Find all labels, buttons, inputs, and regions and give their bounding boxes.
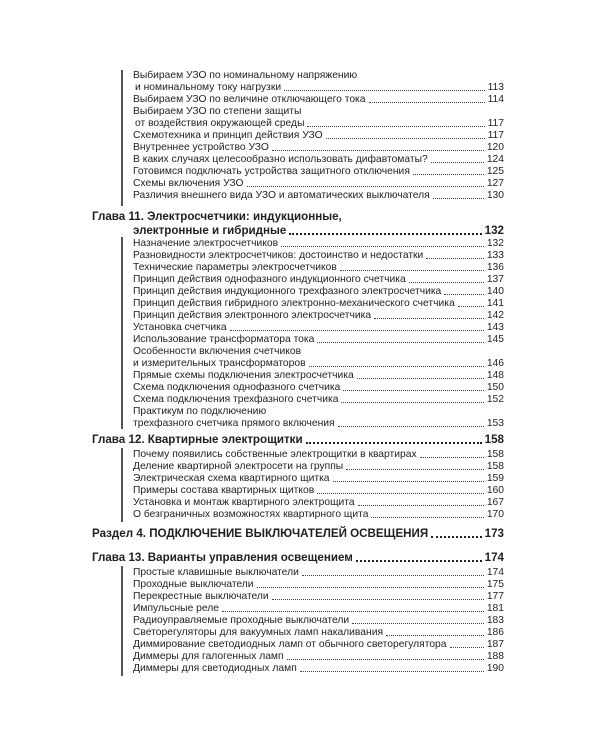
section-bar [121,70,123,206]
toc-page-number: 158 [486,461,504,472]
dot-leader [444,294,484,295]
toc-entry [133,579,504,591]
toc-entry [133,461,504,473]
dot-leader [326,138,485,139]
chapter-page-number: 158 [484,433,504,446]
toc-entry [133,142,504,154]
dot-leader [247,186,484,187]
toc-entry-title: Диммирование светодиодных ламп от обычного светорегулятора [133,639,447,650]
toc-entry-title: Использование трансформатора тока [133,334,315,345]
toc-entry-title: Диммеры для галогенных ламп [133,651,284,662]
dot-leader [272,150,484,151]
dot-leader [222,611,484,612]
toc-entry [133,178,504,190]
toc-entry [133,298,504,310]
dot-leader [431,162,484,163]
toc-entry [133,370,504,382]
toc-entry-title: Схемы включения УЗО [133,178,244,189]
dot-leader [338,426,484,427]
toc-entry-title: Радиоуправляемые проходные выключатели [133,615,350,626]
toc-entry [133,322,504,334]
toc-page-number: 143 [486,322,504,333]
dot-leader [257,587,484,588]
toc-page-number: 174 [486,567,504,578]
toc-page-number: 124 [486,154,504,165]
toc-entry-title: Перекрестные выключатели [133,591,269,602]
toc-entry [133,651,504,663]
toc-entry-title: Выбираем УЗО по номинальному напряжению [133,70,358,81]
toc-page-number: 117 [487,130,504,141]
toc-entry-title: Почему появились собственные электрощитки в квартирах [133,449,417,460]
toc-page-number: 142 [486,310,504,321]
toc-entry-title: Назначение электросчетчиков [133,238,279,249]
toc-entry-title: Установка и монтаж квартирного электрощита [133,497,355,508]
toc-entry-title: Проходные выключатели [133,579,254,590]
toc-entry [133,250,504,262]
dot-leader [341,402,483,403]
toc-page-number: 148 [486,370,504,381]
toc-entry [133,615,504,627]
dot-leader [433,198,484,199]
section-bar [121,448,123,522]
toc-entry-title: Прямые схемы подключения электросчетчика [133,370,354,381]
dot-leader [413,174,484,175]
chapter-title: Глава 11. Электросчетчики: индукционные, [92,210,342,223]
toc-entry-title: Принцип действия электронного электросчетчика [133,310,372,321]
toc-entry-title: Схема подключения трехфазного счетчика [133,394,339,405]
toc-page-number: 150 [486,382,504,393]
toc-page-number: 136 [486,262,504,273]
dot-leader [426,258,484,259]
chapter-heading [92,210,504,238]
toc-page-number: 153 [486,418,504,429]
toc-entry [133,627,504,639]
dot-leader [302,575,484,576]
dot-leader [309,366,484,367]
toc-entry [133,334,504,346]
chapter-title: Глава 13. Варианты управления освещением [92,551,353,564]
toc-entry-title: Деление квартирной электросети на группы [133,461,344,472]
toc-page-number: 170 [486,509,504,520]
toc-page-number: 132 [486,238,504,249]
toc-page-number: 159 [486,473,504,484]
dot-leader [340,270,484,271]
dot-leader [352,623,484,624]
toc-page-number: 117 [487,118,504,129]
section-page-number: 173 [484,527,504,540]
toc-entry [133,509,504,521]
toc-page-number: 145 [486,334,504,345]
dot-leader [409,282,484,283]
dot-leader [333,481,484,482]
toc-entry-title: Импульсные реле [133,603,220,614]
dot-leader [343,390,483,391]
toc-page-number: 120 [486,142,504,153]
section-bar [121,566,123,676]
toc-entry-title: Схема подключения однофазного счетчика [133,382,341,393]
toc-entry [133,591,504,603]
toc-entry [133,382,504,394]
toc-entry-title: Технические параметры электросчетчиков [133,262,337,273]
toc-entry [133,274,504,286]
dot-leader [346,469,484,470]
toc-entry-title: Принцип действия индукционного трехфазного электросчетчика [133,286,442,297]
dot-leader [272,599,484,600]
toc-page-number: 146 [486,358,504,369]
toc-entry [133,130,504,142]
dot-leader [357,378,484,379]
section-heading [92,527,504,541]
toc-entry [133,346,504,370]
toc-entry [133,154,504,166]
toc-entry-title: Установка счетчика [133,322,227,333]
toc-entry-title: Готовимся подключать устройства защитного отключения [133,166,410,177]
toc-page-number: 175 [486,579,504,590]
toc-page-number: 177 [486,591,504,602]
chapter-heading [92,433,504,447]
toc-page-number: 133 [486,250,504,261]
toc-entry [133,166,504,178]
section-bar [121,237,123,429]
dot-leader [450,647,484,648]
toc-entry-title: и номинальному току нагрузки [135,82,282,93]
toc-entry-title: и измерительных трансформаторов [133,358,306,369]
dot-leader [281,246,484,247]
dot-leader [230,330,484,331]
dot-leader [289,233,481,235]
toc-entry-title: Электрическая схема квартирного щитка [133,473,330,484]
toc-entry [133,663,504,675]
chapter-title: Глава 12. Квартирные электрощитки [92,433,303,446]
toc-entry-title: от воздействия окружающей среды [135,118,305,129]
toc-entry-title: В каких случаях целесообразно использовать дифавтоматы? [133,154,428,165]
toc-entry [133,485,504,497]
toc-entry-title: трехфазного счетчика прямого включения [133,418,335,429]
dot-leader [374,318,484,319]
dot-leader [306,442,482,444]
toc-entry [133,603,504,615]
toc-page-number: 127 [486,178,504,189]
toc-entry-title: Схемотехника и принцип действия УЗО [133,130,323,141]
toc-page-number: 152 [486,394,504,405]
dot-leader [369,102,485,103]
dot-leader [284,90,484,91]
toc-entry-title: О безграничных возможностях квартирного щита [133,509,369,520]
toc-entry-title: Практикум по подключению [133,406,267,417]
toc-entry-title: Примеры состава квартирных щитков [133,485,315,496]
chapter-page-number: 132 [484,224,504,237]
toc-entry [133,286,504,298]
toc-entry-title: Разновидности электросчетчиков: достоинство и недостатки [133,250,424,261]
section-title: Раздел 4. ПОДКЛЮЧЕНИЕ ВЫКЛЮЧАТЕЛЕЙ ОСВЕЩЕНИЯ [92,527,429,540]
toc-page-number: 113 [487,82,504,93]
chapter-title: электронные и гибридные [133,224,287,237]
toc-page-number: 160 [486,485,504,496]
toc-entry-title: Выбираем УЗО по степени защиты [133,106,302,117]
toc-entry-title: Диммеры для светодиодных ламп [133,663,297,674]
toc-page-number: 114 [487,94,504,105]
dot-leader [317,342,483,343]
toc-entry [133,567,504,579]
toc-entry [133,106,504,130]
dot-leader [358,505,484,506]
dot-leader [317,493,484,494]
dot-leader [371,517,483,518]
dot-leader [356,560,482,562]
dot-leader [287,659,484,660]
toc-entry-title: Различия внешнего вида УЗО и автоматических выключателя [133,190,430,201]
toc-entry [133,394,504,406]
toc-entry-title: Выбираем УЗО по величине отключающего тока [133,94,366,105]
toc-page-number: 158 [486,449,504,460]
toc-entry-title: Особенности включения счетчиков [133,346,302,357]
toc-page-number: 130 [486,190,504,201]
toc-page-number: 137 [486,274,504,285]
toc-page-number: 125 [486,166,504,177]
toc-page-number: 181 [486,603,504,614]
toc-entry [133,190,504,202]
toc-page-number: 167 [486,497,504,508]
dot-leader [307,126,484,127]
toc-entry-title: Принцип действия гибридного электронно-механического счетчика [133,298,455,309]
toc-entry-title: Простые клавишные выключатели [133,567,299,578]
toc-page-number: 186 [486,627,504,638]
toc-entry [133,310,504,322]
toc-entry-title: Принцип действия однофазного индукционного счетчика [133,274,406,285]
dot-leader [458,306,484,307]
toc-entry [133,94,504,106]
toc-entry [133,406,504,430]
chapter-heading [92,551,504,565]
chapter-page-number: 174 [484,551,504,564]
toc-entry [133,497,504,509]
toc-entry [133,70,504,94]
toc-page-number: 187 [486,639,504,650]
toc-entry [133,262,504,274]
toc-entry [133,449,504,461]
toc-page-number: 183 [486,615,504,626]
toc-page-number: 140 [486,286,504,297]
dot-leader [300,671,484,672]
toc-entry [133,639,504,651]
toc-page-number: 141 [486,298,504,309]
dot-leader [386,635,484,636]
toc-page-number: 188 [486,651,504,662]
toc-entry [133,238,504,250]
dot-leader [420,457,484,458]
dot-leader [431,536,481,538]
toc-page-number: 190 [486,663,504,674]
toc-entry-title: Светорегуляторы для вакуумных ламп накаливания [133,627,384,638]
toc-entry-title: Внутреннее устройство УЗО [133,142,269,153]
toc-entry [133,473,504,485]
